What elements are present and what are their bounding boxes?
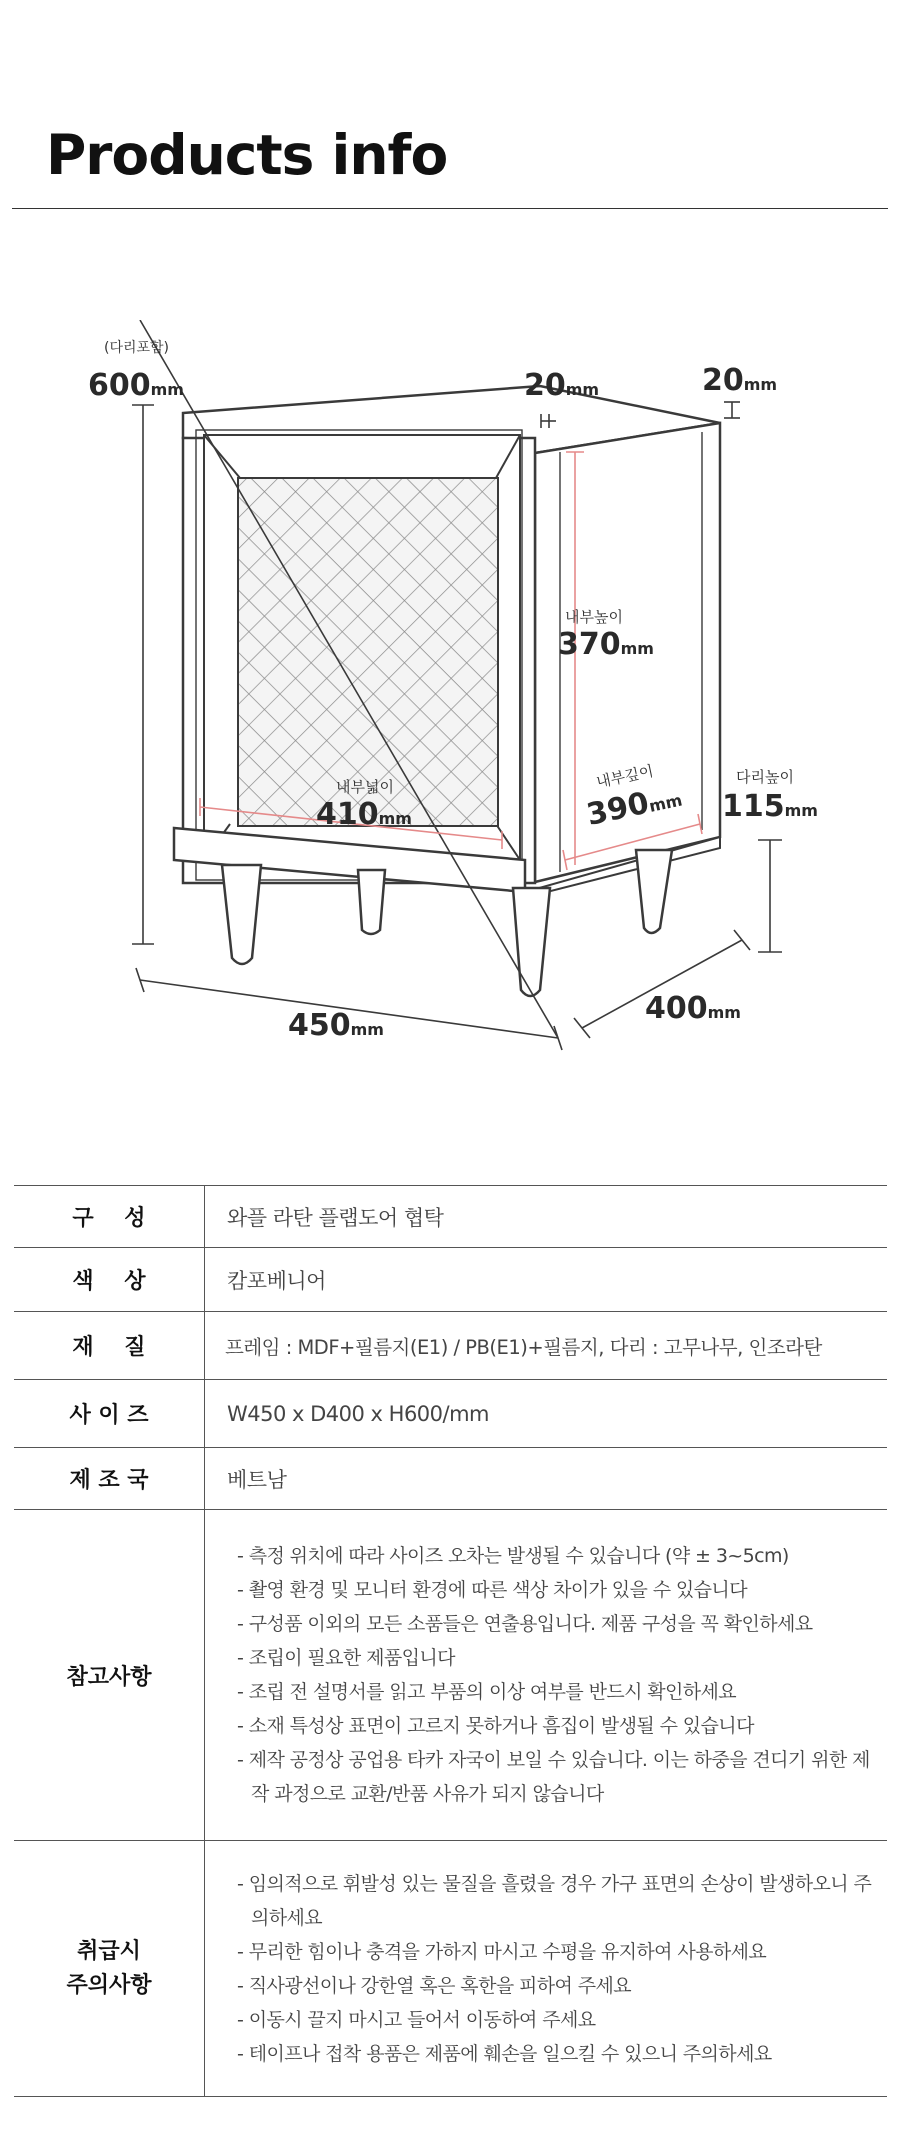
inner-depth-label: 내부깊이 (594, 761, 656, 792)
reference-note: - 소재 특성상 표면이 고르지 못하거나 흠집이 발생될 수 있습니다 (237, 1715, 754, 1737)
spec-value-composition: 와플 라탄 플랩도어 협탁 (205, 1186, 888, 1248)
reference-note: - 조립 전 설명서를 읽고 부품의 이상 여부를 반드시 확인하세요 (237, 1681, 737, 1703)
title-divider (12, 208, 888, 209)
leg-height-label: 다리높이 (736, 768, 794, 786)
spec-label-reference: 참고사항 (14, 1510, 205, 1841)
caution-note: - 직사광선이나 강한열 혹은 혹한을 피하여 주세요 (237, 1974, 631, 1997)
reference-note: - 제작 공정상 공업용 타카 자국이 보일 수 있습니다. 이는 하중을 견디기 위한 제작 과정으로 교환/반품 사유가 되지 않습니다 (237, 1749, 870, 1805)
leg-front-left (222, 865, 261, 964)
inner-depth-value: 390mm (583, 785, 684, 833)
reference-note: - 조립이 필요한 제품입니다 (237, 1647, 455, 1669)
spec-label-size: 사 이 즈 (14, 1380, 205, 1448)
top-thickness-value: 20mm (524, 368, 600, 403)
reference-note: - 측정 위치에 따라 사이즈 오차는 발생될 수 있습니다 (약 ± 3~5cm) (237, 1545, 789, 1567)
spec-label-color: 색 상 (14, 1248, 205, 1312)
caution-label-line1: 취급시 (77, 1938, 141, 1964)
spec-value-material: 프레임 : MDF+필름지(E1) / PB(E1)+필름지, 다리 : 고무나무, 인조라탄 (205, 1312, 888, 1380)
leg-height-value: 115mm (722, 789, 818, 824)
spec-row-reference (14, 1510, 887, 1841)
spec-value-color: 캄포베니어 (205, 1248, 888, 1312)
inner-width-value: 410mm (316, 797, 412, 832)
spec-label-material: 재 질 (14, 1312, 205, 1380)
spec-row-material (14, 1312, 887, 1380)
spec-label-origin: 제 조 국 (14, 1448, 205, 1510)
spec-row-caution (14, 1841, 887, 2097)
spec-value-origin: 베트남 (205, 1448, 888, 1510)
reference-note: - 구성품 이외의 모든 소품들은 연출용입니다. 제품 구성을 꼭 확인하세요 (237, 1613, 813, 1635)
caution-note: - 임의적으로 휘발성 있는 물질을 흘렸을 경우 가구 표면의 손상이 발생하오니 주의하세요 (237, 1872, 872, 1929)
spec-value-caution (205, 1841, 888, 2097)
spec-label-composition: 구 성 (14, 1186, 205, 1248)
leg-back-left (358, 870, 385, 934)
caution-note: - 무리한 힘이나 충격을 가하지 마시고 수평을 유지하여 사용하세요 (237, 1940, 767, 1963)
spec-value-reference (205, 1510, 888, 1841)
reference-notes-list (227, 1539, 886, 1811)
depth-value: 400mm (645, 991, 741, 1026)
caution-label-line2: 주의사항 (66, 1972, 152, 1998)
reference-note: - 촬영 환경 및 모니터 환경에 따른 색상 차이가 있을 수 있습니다 (237, 1579, 747, 1601)
spec-row-color (14, 1248, 887, 1312)
leg-back-right (636, 850, 672, 933)
inner-height-label: 내부높이 (565, 608, 623, 626)
spec-label-caution (14, 1841, 205, 2097)
caution-notes-list (227, 1867, 886, 2071)
caution-note: - 테이프나 접착 용품은 제품에 훼손을 일으킬 수 있으니 주의하세요 (237, 2042, 772, 2065)
spec-table (14, 1185, 887, 2097)
inner-width-label: 내부넓이 (336, 778, 394, 796)
spec-row-size (14, 1380, 887, 1448)
page-title: Products info (46, 123, 448, 187)
width-value: 450mm (288, 1008, 384, 1043)
spec-row-composition (14, 1186, 887, 1248)
side-thickness-value: 20mm (702, 363, 778, 398)
spec-row-origin (14, 1448, 887, 1510)
inner-height-value: 370mm (558, 627, 654, 662)
leg-front-right (513, 888, 550, 996)
caution-note: - 이동시 끌지 마시고 들어서 이동하여 주세요 (237, 2008, 596, 2031)
height-note: (다리포함) (104, 340, 170, 356)
product-dimension-diagram (0, 320, 900, 1080)
spec-value-size: W450 x D400 x H600/mm (205, 1380, 888, 1448)
height-value: 600mm (88, 368, 184, 403)
rattan-panel (238, 478, 498, 826)
